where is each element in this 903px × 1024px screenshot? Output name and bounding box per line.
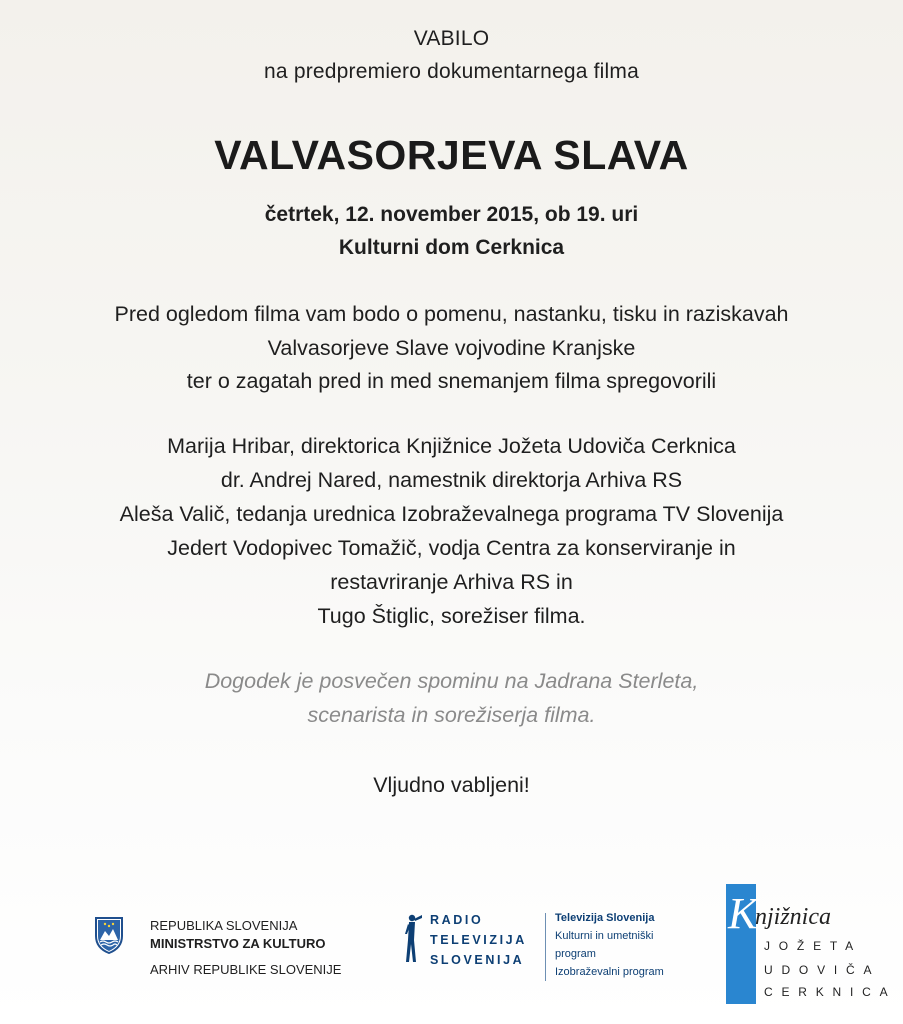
closing-text: Vljudno vabljeni! — [373, 773, 530, 797]
speaker-line: Marija Hribar, direktorica Knjižnice Jožeta Udoviča Cerknica — [167, 434, 736, 458]
rtv-word: RADIO — [430, 913, 484, 927]
rtv-word: TELEVIZIJA — [430, 933, 527, 947]
event-date-time: četrtek, 12. november 2015, ob 19. uri — [264, 203, 639, 226]
speaker-line: Aleša Valič, tedanja urednica Izobraževalnega programa TV Slovenija — [119, 502, 784, 526]
speaker-line: dr. Andrej Nared, namestnik direktorja Arhiva RS — [220, 468, 683, 492]
library-logo-subline: UDOVIČA — [764, 963, 881, 977]
library-logo-subline: JOŽETA — [764, 939, 862, 953]
rtv-program-line: Izobraževalni program — [555, 966, 664, 978]
ministry-country: REPUBLIKA SLOVENIJA — [150, 918, 298, 933]
speaker-line: Tugo Štiglic, sorežiser filma. — [317, 604, 586, 628]
intro-line: Pred ogledom filma vam bodo o pomenu, nastanku, tisku in raziskavah — [114, 302, 789, 326]
rtv-program-line: program — [555, 948, 596, 960]
intro-line: Valvasorjeve Slave vojvodine Kranjske — [267, 336, 636, 360]
speaker-line: Jedert Vodopivec Tomažič, vodja Centra za konserviranje in — [167, 536, 736, 560]
rtv-program-line: Televizija Slovenija — [555, 912, 655, 924]
intro-line: ter o zagatah pred in med snemanjem filma spregovorili — [186, 369, 717, 393]
memorial-line: scenarista in sorežiserja filma. — [307, 703, 596, 727]
trumpeter-figure-icon — [403, 912, 423, 964]
rtv-divider — [545, 913, 546, 981]
library-logo — [726, 884, 897, 1006]
slovenia-coat-of-arms-icon — [94, 916, 124, 954]
invitation-kicker: VABILO — [413, 27, 490, 50]
rtv-word: SLOVENIJA — [430, 953, 525, 967]
invitation-subtitle: na predpremiero dokumentarnega filma — [264, 60, 639, 83]
memorial-line: Dogodek je posvečen spominu na Jadrana Sterleta, — [204, 669, 699, 693]
event-venue: Kulturni dom Cerknica — [338, 236, 565, 259]
rtv-slovenija-logo — [400, 908, 670, 986]
library-logo-initial: K — [728, 889, 758, 938]
rtv-program-line: Kulturni in umetniški — [555, 930, 654, 942]
ministry-name: MINISTRSTVO ZA KULTURO — [150, 936, 326, 951]
archive-name: ARHIV REPUBLIKE SLOVENIJE — [150, 962, 342, 977]
film-title: VALVASORJEVA SLAVA — [214, 132, 689, 178]
library-logo-subline: CERKNICA — [764, 985, 897, 999]
ministry-logo — [94, 914, 394, 984]
speaker-line: restavriranje Arhiva RS in — [330, 570, 573, 594]
library-logo-name: njižnica — [755, 904, 831, 930]
